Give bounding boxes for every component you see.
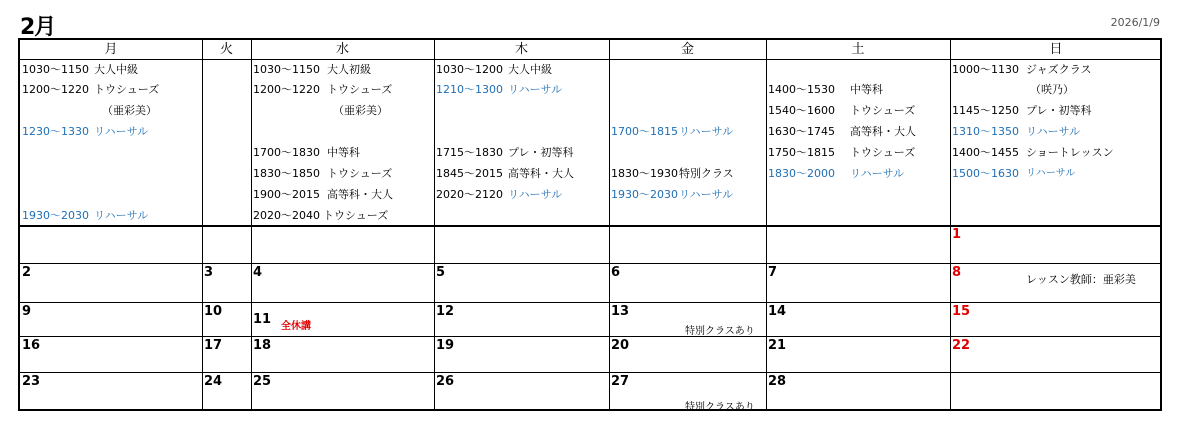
day-number: 1: [952, 227, 962, 242]
day-number: 3: [204, 265, 214, 280]
schedule-entry-rehearsal: [611, 185, 764, 205]
schedule-time: 1700～1815: [611, 125, 678, 138]
weekday-header-sun: 日: [1049, 42, 1063, 57]
day-number: 25: [253, 374, 272, 389]
special-class-note: 特別クラスあり: [685, 402, 755, 413]
print-date: 2026/1/9: [1110, 16, 1160, 29]
weekday-header-fri: 金: [680, 42, 694, 57]
schedule-class: リハーサル: [850, 167, 905, 180]
day-number: 24: [204, 374, 223, 389]
schedule-entry-rehearsal: [436, 80, 606, 100]
day-number: 26: [436, 374, 455, 389]
schedule-entry: [436, 185, 606, 205]
schedule-entry-rehearsal: [952, 164, 1160, 184]
day-number: 5: [436, 265, 446, 280]
schedule-class: リハーサル: [94, 209, 149, 222]
special-class-note: 特別クラスあり: [685, 326, 755, 337]
schedule-time: 1210～1300: [436, 83, 503, 96]
schedule-entry-rehearsal: [952, 122, 1160, 142]
schedule-time: 1400～1530: [768, 83, 835, 96]
schedule-entry-rehearsal: [768, 164, 948, 184]
day-number: 2: [22, 265, 32, 280]
schedule-class: トウシューズ: [94, 83, 160, 96]
schedule-class: 高等科・大人: [327, 188, 393, 201]
schedule-entry: [436, 164, 606, 184]
schedule-time: 2020～2040: [253, 209, 320, 222]
schedule-teacher: （亜彩美）: [333, 104, 388, 117]
schedule-time: 1830～2000: [768, 167, 835, 180]
schedule-time: 1030～1150: [22, 63, 89, 76]
schedule-time: 1230～1330: [22, 125, 89, 138]
day-number: 22: [952, 338, 971, 353]
schedule-time: 1930～2030: [22, 209, 89, 222]
schedule-time: 1540～1600: [768, 104, 835, 117]
schedule-time: 2020～2120: [436, 188, 503, 201]
day-number: 16: [22, 338, 41, 353]
row-divider: [20, 263, 1160, 264]
schedule-class: 大人初級: [327, 63, 371, 76]
schedule-entry: [253, 143, 431, 163]
teacher-note: レッスン教師：亜彩美: [1026, 273, 1136, 286]
day-number: 7: [768, 265, 778, 280]
schedule-time: 1030～1200: [436, 63, 503, 76]
schedule-class: トウシューズ: [327, 83, 393, 96]
row-divider: [20, 302, 1160, 303]
schedule-class: リハーサル: [1026, 168, 1076, 179]
schedule-entry: [768, 143, 948, 163]
schedule-class: 高等科・大人: [508, 167, 574, 180]
day-number: 13: [611, 304, 630, 319]
schedule-entry: [253, 80, 431, 100]
schedule-time: 1830～1850: [253, 167, 320, 180]
schedule-class: 中等科: [327, 146, 360, 159]
schedule-entry: [768, 80, 948, 100]
schedule-class: トウシューズ: [850, 146, 916, 159]
schedule-time: 1200～1220: [253, 83, 320, 96]
schedule-class: リハーサル: [1026, 125, 1081, 138]
schedule-entry-rehearsal: [22, 206, 200, 226]
schedule-entry-rehearsal: [611, 122, 764, 142]
schedule-time: 1630～1745: [768, 125, 835, 138]
day-number: 10: [204, 304, 223, 319]
schedule-time: 1900～2015: [253, 188, 320, 201]
day-number: 12: [436, 304, 455, 319]
schedule-entry: [952, 80, 1160, 100]
schedule-entry: [253, 185, 431, 205]
schedule-entry: [611, 164, 764, 184]
weekday-header-tue: 火: [219, 42, 233, 57]
schedule-class: トウシューズ: [850, 104, 916, 117]
day-number: 15: [952, 304, 971, 319]
row-divider: [20, 336, 1160, 337]
schedule-class: 中等科: [850, 83, 883, 96]
day-number: 20: [611, 338, 630, 353]
schedule-time: 1200～1220: [22, 83, 89, 96]
schedule-time: 1500～1630: [952, 167, 1019, 180]
schedule-class: リハーサル: [94, 125, 149, 138]
month-title: 2月: [20, 15, 56, 40]
day-number: 8: [952, 265, 962, 280]
schedule-time: 1830～1930: [611, 167, 678, 180]
schedule-entry: [768, 122, 948, 142]
schedule-entry: [253, 101, 431, 121]
schedule-entry: [22, 101, 200, 121]
schedule-time: 1310～1350: [952, 125, 1019, 138]
schedule-class: ジャズクラス: [1026, 63, 1092, 76]
day-number: 17: [204, 338, 223, 353]
schedule-teacher: （亜彩美）: [102, 104, 157, 117]
weekday-header-sat: 土: [851, 42, 865, 57]
schedule-class: 特別クラス: [679, 167, 734, 180]
schedule-time: 1700～1830: [253, 146, 320, 159]
calendar-grid: [18, 38, 1162, 411]
schedule-entry: [768, 101, 948, 121]
schedule-entry: [436, 143, 606, 163]
schedule-time: 1845～2015: [436, 167, 503, 180]
schedule-entry: [253, 206, 431, 226]
schedule-class: 大人中級: [94, 63, 138, 76]
schedule-time: 1715～1830: [436, 146, 503, 159]
schedule-entry: [436, 60, 606, 80]
day-number: 4: [253, 265, 263, 280]
schedule-class: リハーサル: [679, 125, 734, 138]
schedule-class: リハーサル: [508, 83, 563, 96]
closure-note: 全休講: [281, 321, 311, 332]
weekday-header-mon: 月: [104, 42, 118, 57]
day-number: 23: [22, 374, 41, 389]
row-divider: [20, 372, 1160, 373]
schedule-entry: [22, 60, 200, 80]
weekday-header-thu: 木: [514, 42, 528, 57]
schedule-teacher: （咲乃）: [1030, 83, 1074, 96]
schedule-class: プレ・初等科: [1026, 104, 1092, 117]
day-number: 27: [611, 374, 630, 389]
schedule-entry: [253, 164, 431, 184]
schedule-time: 1930～2030: [611, 188, 678, 201]
day-number: 6: [611, 265, 621, 280]
schedule-entry: [952, 101, 1160, 121]
schedule-time: 1750～1815: [768, 146, 835, 159]
weekday-header-wed: 水: [335, 42, 349, 57]
day-number: 18: [253, 338, 272, 353]
schedule-time: 1145～1250: [952, 104, 1019, 117]
schedule-class: ショートレッスン: [1026, 146, 1114, 159]
schedule-entry: [952, 143, 1160, 163]
day-number: 21: [768, 338, 787, 353]
schedule-entry-rehearsal: [22, 122, 200, 142]
schedule-entry: [952, 60, 1160, 80]
schedule-class: リハーサル: [679, 188, 734, 201]
schedule-class-rehearsal: リハーサル: [508, 188, 563, 201]
schedule-entry: [253, 60, 431, 80]
schedule-time: 1400～1455: [952, 146, 1019, 159]
day-number: 14: [768, 304, 787, 319]
day-number: 19: [436, 338, 455, 353]
day-number: 9: [22, 304, 32, 319]
schedule-class: 大人中級: [508, 63, 552, 76]
schedule-class: プレ・初等科: [508, 146, 574, 159]
schedule-class: 高等科・大人: [850, 125, 916, 138]
schedule-class: トウシューズ: [323, 209, 389, 222]
schedule-time: 1030～1150: [253, 63, 320, 76]
schedule-class: トウシューズ: [327, 167, 393, 180]
schedule-entry: [22, 80, 200, 100]
schedule-time: 1000～1130: [952, 63, 1019, 76]
day-number: 11: [253, 312, 272, 327]
day-number: 28: [768, 374, 787, 389]
